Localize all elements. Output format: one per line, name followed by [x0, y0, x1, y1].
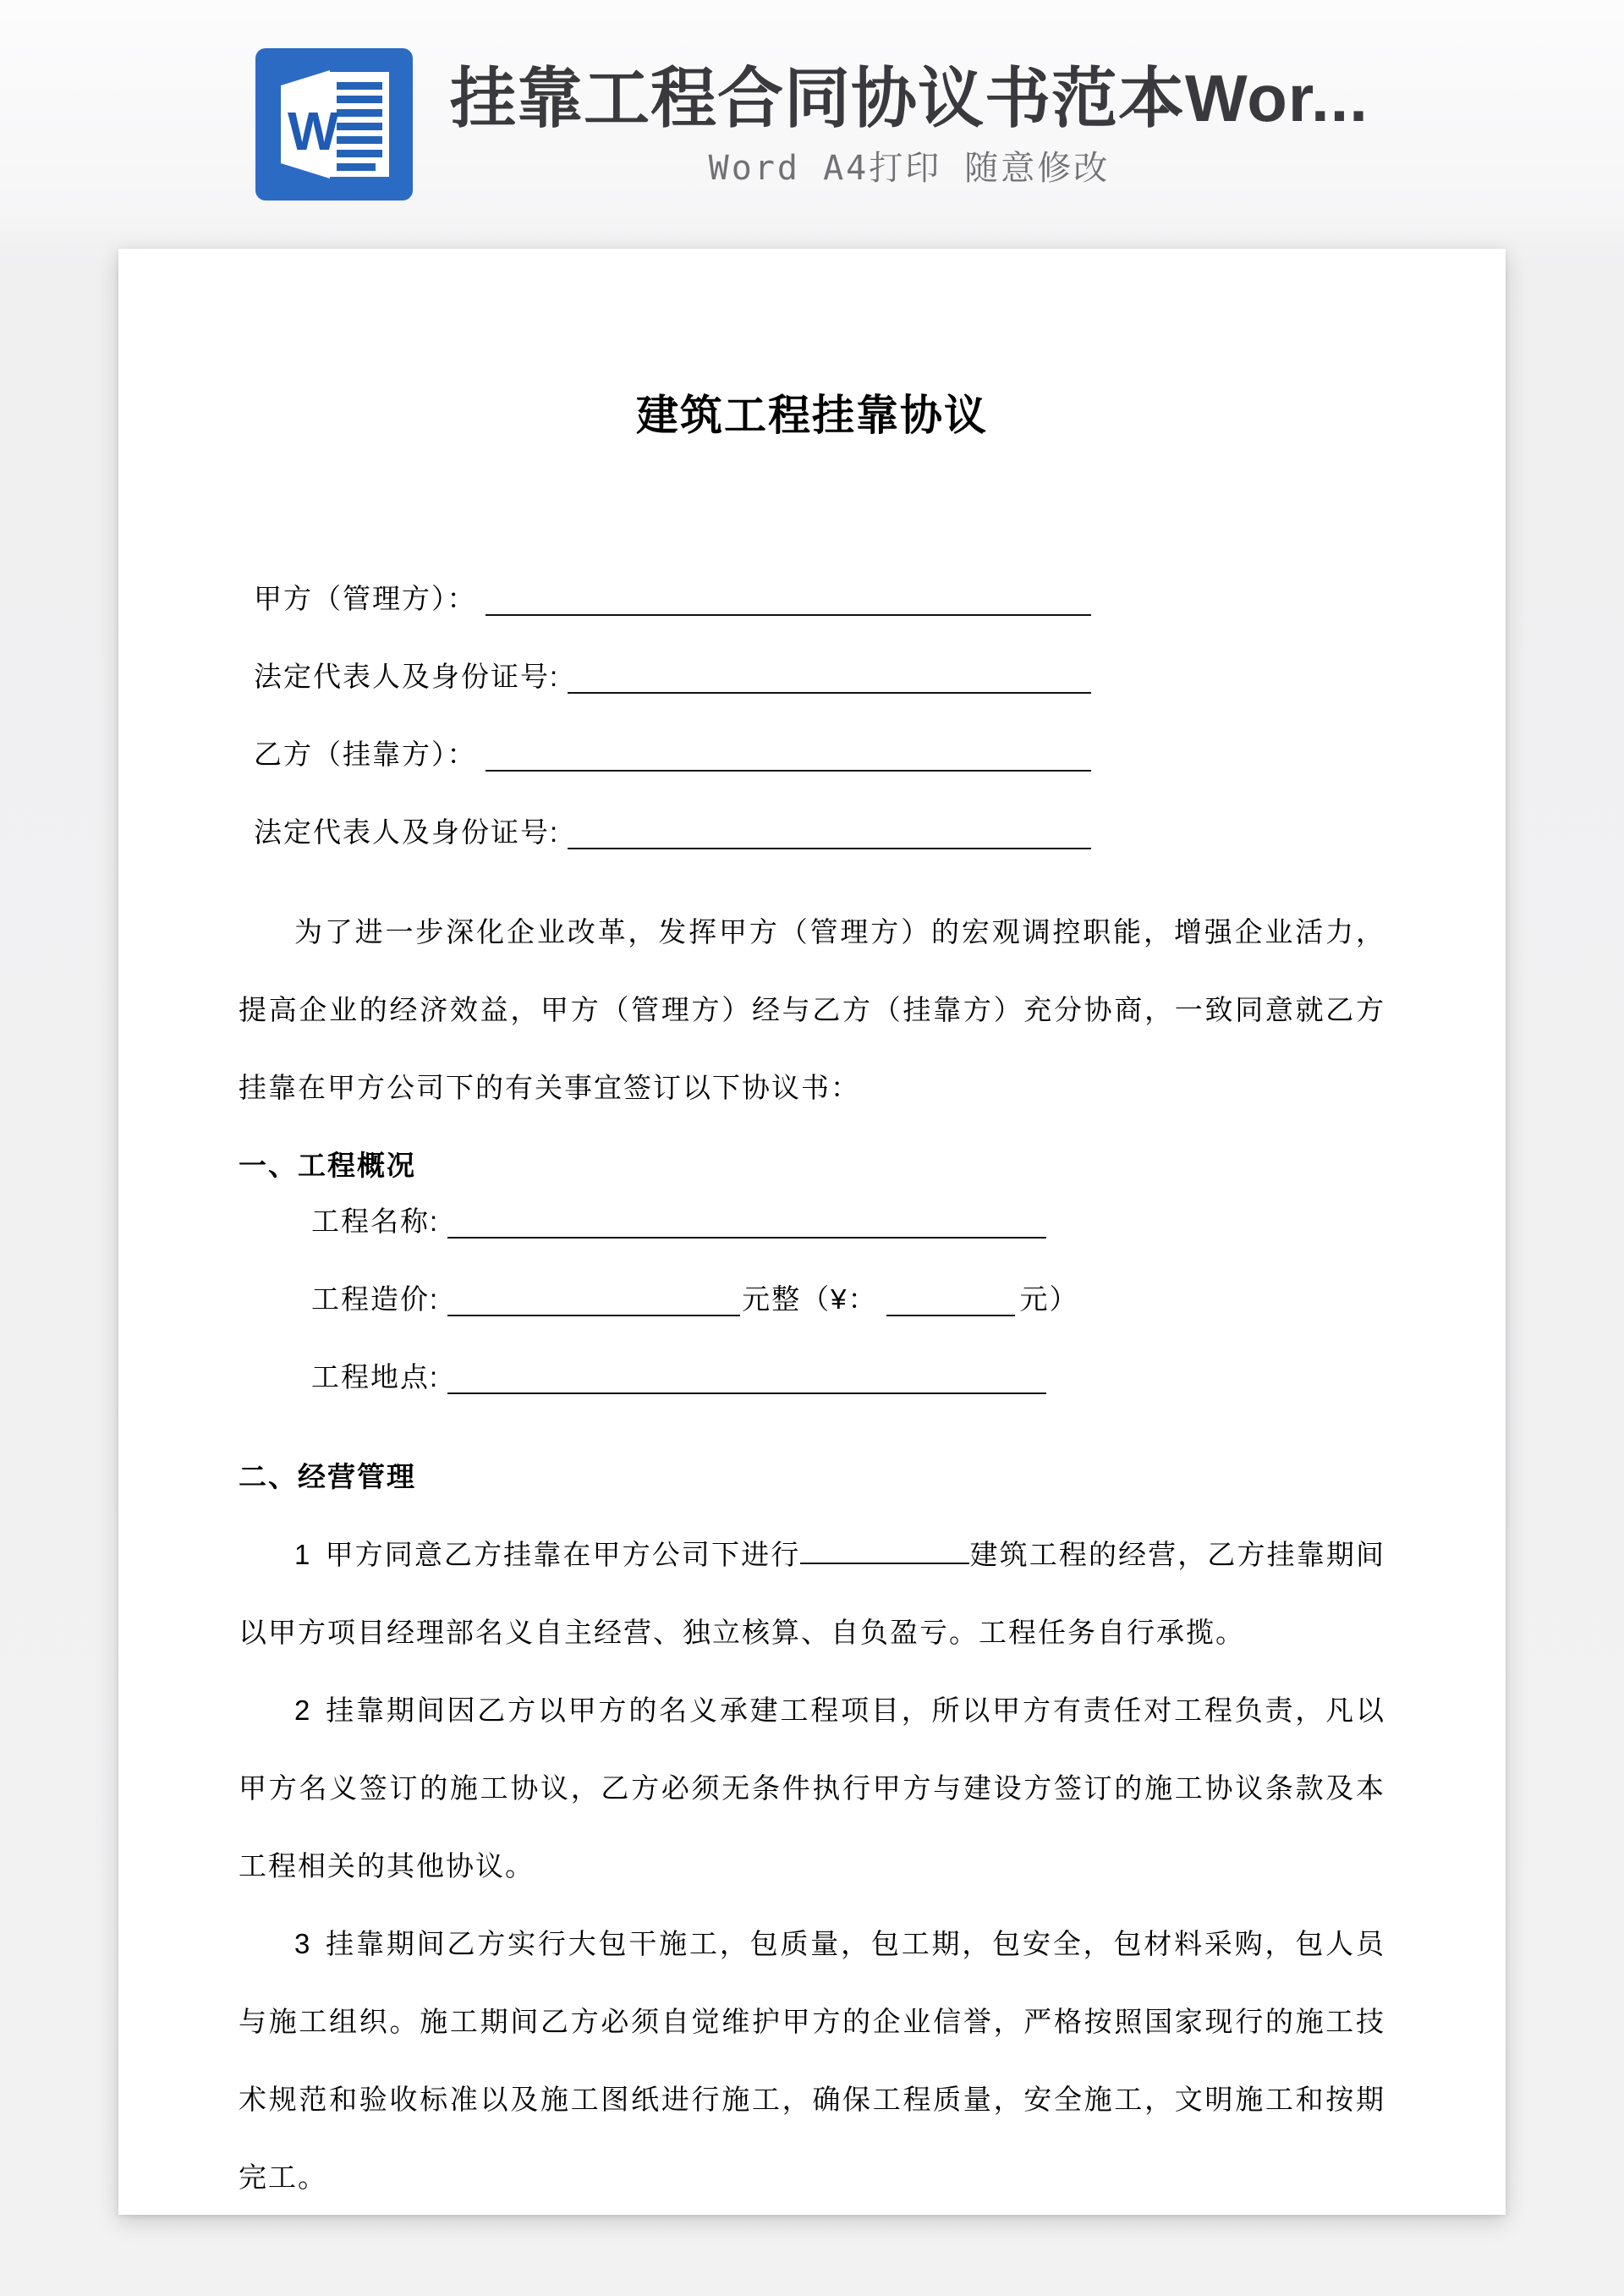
section-heading-two: 二、经营管理	[239, 1461, 416, 1492]
clause-paragraph-1	[239, 1516, 1385, 1672]
intro-paragraph: 为了进一步深化企业改革，发挥甲方（管理方）的宏观调控职能，增强企业活力，提高企业的经济效益，甲方（管理方）经与乙方（挂靠方）充分协商，一致同意就乙方挂靠在甲方公司下的有关事宜签订以下协议书：	[239, 916, 1385, 1103]
clause-number: 3	[294, 1928, 312, 1959]
clause-paragraph-2	[239, 1672, 1385, 1905]
clause-number: 1	[294, 1539, 312, 1570]
field-label: 甲方（管理方）：	[254, 583, 477, 614]
cost-unit-text: 元整（¥：	[742, 1283, 878, 1315]
template-header	[0, 0, 1624, 249]
field-label: 工程名称:	[311, 1206, 440, 1237]
field-label: 法定代表人及身份证号:	[254, 816, 560, 848]
fill-in-line	[447, 1286, 740, 1316]
party-row-jiafang-id	[239, 660, 1091, 694]
party-row-jiafang	[239, 582, 1091, 616]
clause-text: 挂靠期间因乙方以甲方的名义承建工程项目，所以甲方有责任对工程负责，凡以甲方名义签订的施工协议，乙方必须无条件执行甲方与建设方签订的施工协议条款及本工程相关的其他协议。	[239, 1695, 1385, 1881]
word-file-icon	[255, 48, 413, 200]
clause-text: 甲方同意乙方挂靠在甲方公司下进行	[325, 1539, 801, 1570]
document-page	[118, 249, 1506, 2215]
header-text-block	[450, 59, 1369, 189]
party-row-yifang-id	[239, 816, 1091, 849]
fill-in-blank	[800, 1554, 969, 1564]
clause-number: 2	[294, 1695, 312, 1726]
field-row-project-location	[239, 1360, 1385, 1394]
field-row-project-cost	[239, 1283, 1385, 1316]
fill-in-line	[486, 741, 1092, 772]
clause-paragraph-3	[239, 1905, 1385, 2216]
field-label: 乙方（挂靠方）：	[254, 739, 477, 770]
field-label: 工程地点:	[311, 1361, 440, 1392]
template-title: 挂靠工程合同协议书范本Wor...	[450, 61, 1369, 136]
fill-in-line	[568, 819, 1091, 849]
template-subtitle: Word A4打印 随意修改	[708, 148, 1111, 188]
word-icon-letter: W	[288, 101, 339, 162]
party-row-yifang	[239, 738, 1091, 772]
field-label: 工程造价:	[311, 1283, 440, 1315]
field-row-project-name	[239, 1205, 1385, 1239]
section-heading-one: 一、工程概况	[239, 1150, 416, 1181]
fill-in-line	[486, 585, 1092, 616]
fill-in-line	[447, 1208, 1046, 1239]
fill-in-line	[447, 1364, 1046, 1394]
doc-title: 建筑工程挂靠协议	[636, 392, 988, 439]
field-label: 法定代表人及身份证号:	[254, 661, 560, 692]
fill-in-line	[568, 663, 1091, 694]
cost-unit-close: 元）	[1019, 1283, 1079, 1315]
fill-in-line	[886, 1286, 1015, 1316]
party-fields	[239, 582, 1385, 849]
clause-text: 建筑工程的经营，乙方挂靠期间以甲方项目经理部名义自主经营、独立核算、自负盈亏。工程任务自行承揽。	[239, 1539, 1386, 1648]
clause-text: 挂靠期间乙方实行大包干施工，包质量，包工期，包安全，包材料采购，包人员与施工组织。施工期间乙方必须自觉维护甲方的企业信誉，严格按照国家现行的施工技术规范和验收标准以及施工图纸进行施工，确保工程质量，安全施工，文明施工和按期完工。	[239, 1928, 1385, 2193]
